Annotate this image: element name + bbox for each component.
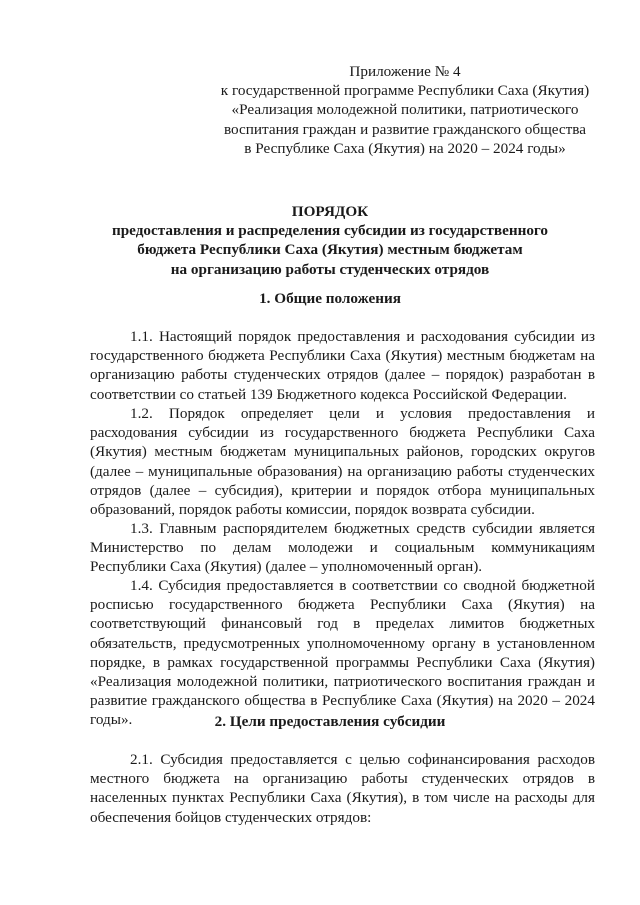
annex-line: в Республике Саха (Якутия) на 2020 – 2024 годы» xyxy=(244,139,566,157)
title-line: на организацию работы студенческих отрядов xyxy=(170,260,490,278)
title-line: бюджета Республики Саха (Якутия) местным бюджетам xyxy=(137,241,523,259)
annex-number: Приложение № 4 xyxy=(349,63,461,80)
annex-header xyxy=(205,62,605,158)
title-word: ПОРЯДОК xyxy=(291,203,369,220)
paragraph-1-4: 1.4. Субсидия предоставляется в соответствии со сводной бюджетной росписью государственного бюджета Республики Саха (Якутия) на соответствующий финансовый год в пределах лимитов бюджетных обязательств, предусмотренных уполномоченному органу в установленном порядке, в рамках государственной программы Республики Саха (Якутия) «Реализация молодежной политики, патриотического воспитания граждан и развитие гражданского общества в Республике Саха (Якутия) на 2020 – 2024 годы». xyxy=(90,577,595,729)
annex-line: к государственной программе Республики Саха (Якутия) xyxy=(220,82,590,100)
annex-line: «Реализация молодежной политики, патриотического xyxy=(231,101,579,119)
title-line: предоставления и распределения субсидии из государственного xyxy=(111,222,549,240)
document-title xyxy=(60,202,600,279)
paragraph-2-1: 2.1. Субсидия предоставляется с целью софинансирования расходов местного бюджета на организацию работы студенческих отрядов в населенных пунктах Республики Саха (Якутия), в том числе на расходы для обеспечения бойцов студенческих отрядов: xyxy=(90,751,595,826)
section-2-heading: 2. Цели предоставления субсидии xyxy=(214,713,446,730)
paragraph-1-3: 1.3. Главным распорядителем бюджетных средств субсидии является Министерство по делам молодежи и социальным коммуникациям Республики Саха (Якутия) (далее – уполномоченный орган). xyxy=(90,520,595,576)
paragraph-1-1: 1.1. Настоящий порядок предоставления и расходования субсидии из государственного бюджета Республики Саха (Якутия) местным бюджетам на организацию работы студенческих отрядов (далее – порядок) разработан в соответствии со статьей 139 Бюджетного кодекса Российской Федерации. xyxy=(90,328,595,403)
annex-line: воспитания граждан и развитие гражданского общества xyxy=(223,120,586,138)
section-1-heading: 1. Общие положения xyxy=(259,290,401,307)
paragraph-1-2: 1.2. Порядок определяет цели и условия предоставления и расходования субсидии из государственного бюджета Республики Саха (Якутия) местным бюджетам муниципальных районов, городских округов (далее – муниципальные образования) на организацию работы студенческих отрядов (далее – субсидия), критерии и порядок отбора муниципальных образований, порядок работы комиссии, порядок возврата субсидии. xyxy=(90,405,595,519)
